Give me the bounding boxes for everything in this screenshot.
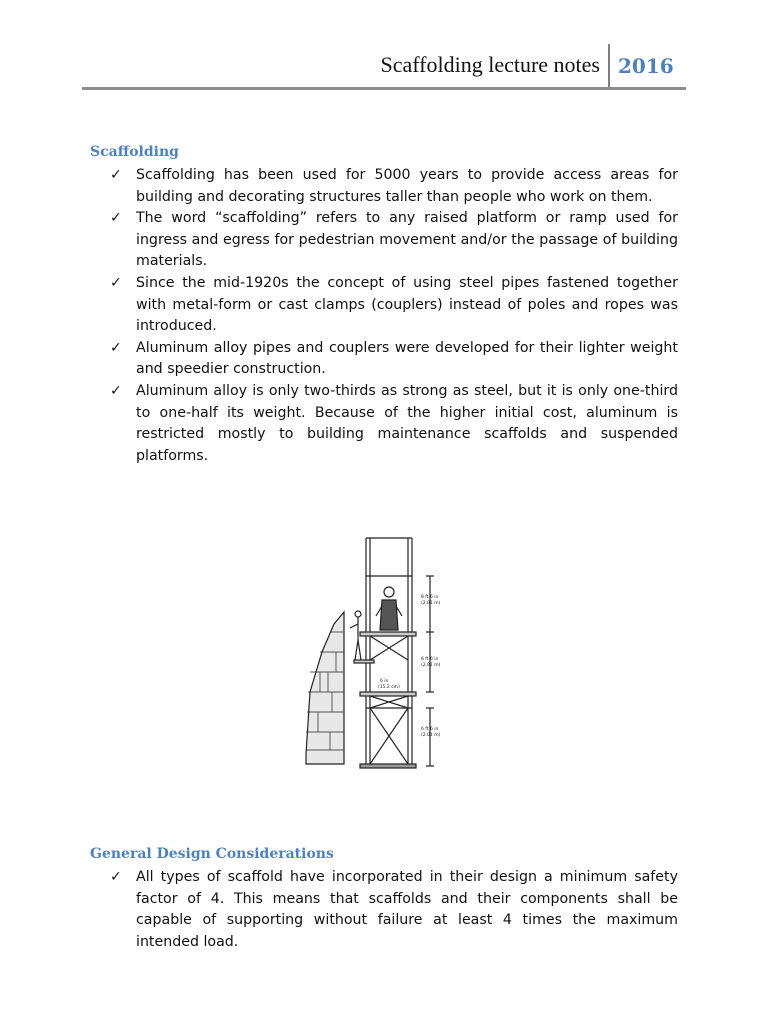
checkmark-icon: ✓ <box>110 339 122 356</box>
checkmark-icon: ✓ <box>110 167 122 183</box>
header-divider <box>608 44 610 88</box>
section-heading-general-design: General Design Considerations <box>90 846 334 862</box>
dimension-label-top-metric: (2.01 m) <box>421 601 441 606</box>
list-item: ✓ Aluminum alloy is only two-thirds as strong as steel, but it is only one-third to one-half its weight. Because of the higher initial cost, aluminum is restricted mostly to building maintenance scaffolds and suspended platforms. <box>110 382 678 464</box>
dimension-label-mid-metric: (2.01 m) <box>421 663 441 668</box>
list-item: ✓ The word “scaffolding” refers to any raised platform or ramp used for ingress and egress for pedestrian movement and/or the passage of building materials. <box>110 210 678 270</box>
page-header <box>82 40 686 92</box>
header-year: 2016 <box>618 54 674 78</box>
checkmark-icon: ✓ <box>110 869 122 885</box>
list-item: ✓ Scaffolding has been used for 5000 years to provide access areas for building and decorating structures taller than people who work on them. <box>110 167 678 205</box>
list-item: ✓ All types of scaffold have incorporated in their design a minimum safety factor of 4. This means that scaffolds and their components shall be capable of supporting without failure at least 4 times the maximum intended load. <box>110 869 678 950</box>
list-item: ✓ Aluminum alloy pipes and couplers were developed for their lighter weight and speedier construction. <box>110 339 678 378</box>
dimension-label-width: 6 in <box>380 679 389 684</box>
header-rule <box>82 87 686 90</box>
bullet-list-general-design <box>110 867 678 953</box>
dimension-label-bottom: 6 ft 6 in <box>421 727 439 732</box>
checkmark-icon: ✓ <box>110 382 122 399</box>
dimension-label-top: 6 ft 6 in <box>421 595 439 600</box>
scaffold-illustration <box>300 532 450 790</box>
document-title: Scaffolding lecture notes <box>380 52 600 77</box>
section-heading-scaffolding: Scaffolding <box>90 144 179 160</box>
dimension-label-bottom-metric: (2.01 m) <box>421 733 441 738</box>
dimension-label-mid: 6 ft 6 in <box>421 657 439 662</box>
checkmark-icon: ✓ <box>110 210 122 227</box>
bullet-list-scaffolding <box>110 165 678 467</box>
checkmark-icon: ✓ <box>110 274 122 291</box>
list-item: ✓ Since the mid-1920s the concept of using steel pipes fastened together with metal-form or cast clamps (couplers) instead of poles and ropes was introduced. <box>110 274 678 335</box>
dimension-label-width-metric: (15.2 cm) <box>378 685 400 690</box>
